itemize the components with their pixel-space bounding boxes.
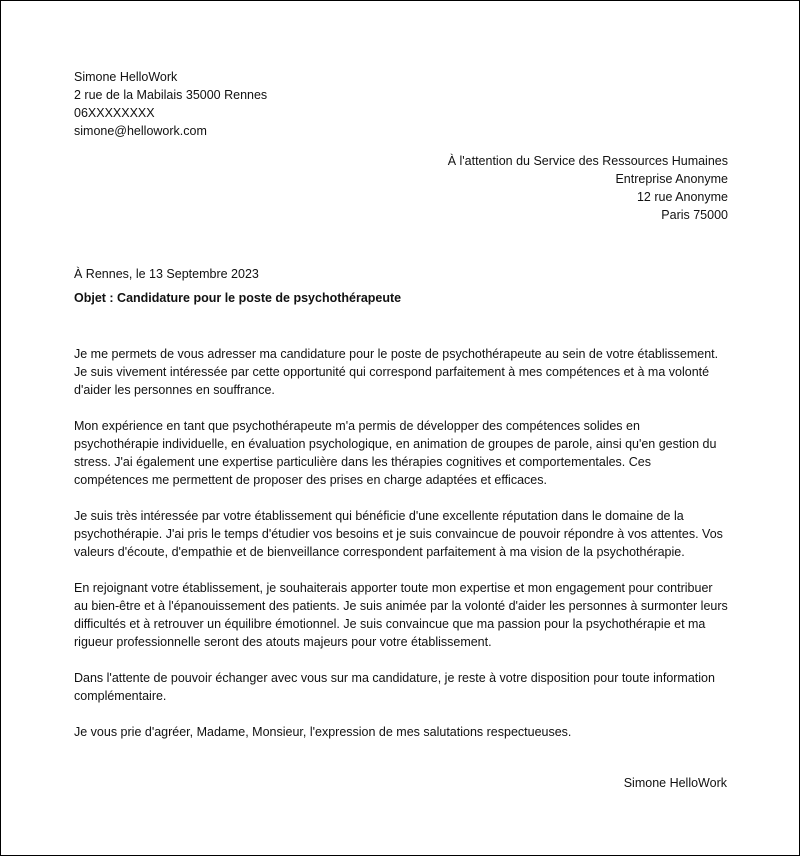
letter-body — [74, 345, 728, 741]
closing-formula: Je vous prie d'agréer, Madame, Monsieur, l'expression de mes salutations respectueuses. — [74, 725, 572, 739]
letter-content — [74, 68, 728, 741]
subject-line: Objet : Candidature pour le poste de psychothérapeute — [74, 291, 402, 305]
body-paragraph: Dans l'attente de pouvoir échanger avec vous sur ma candidature, je reste à votre disposition pour toute information complémentaire. — [74, 671, 715, 703]
signature: Simone HelloWork — [623, 776, 727, 790]
body-paragraph: Mon expérience en tant que psychothérapeute m'a permis de développer des compétences solides en psychothérapie individuelle, en évaluation psychologique, en animation de groupes de parole, ainsi qu'en gestion du stress. J'ai également une expertise particulière dans les thérapies cognitives et comportementales. Ces compétences me permettent de proposer des prises en charge adaptées et efficaces. — [74, 419, 717, 487]
sender-block — [74, 68, 728, 140]
date-line: À Rennes, le 13 Septembre 2023 — [74, 267, 259, 281]
recipient-street: 12 rue Anonyme — [636, 190, 728, 204]
sender-phone: 06XXXXXXXX — [74, 106, 155, 120]
recipient-attention: À l'attention du Service des Ressources Humaines — [447, 154, 728, 168]
sender-name: Simone HelloWork — [74, 70, 178, 84]
recipient-city: Paris 75000 — [661, 208, 728, 222]
body-paragraph: Je me permets de vous adresser ma candidature pour le poste de psychothérapeute au sein de votre établissement. Je suis vivement intéressée par cette opportunité qui correspond parfaitement à mes compétences et à ma volonté d'aider les personnes en souffrance. — [74, 347, 719, 397]
body-paragraph: Je suis très intéressée par votre établissement qui bénéficie d'une excellente réputation dans le domaine de la psychothérapie. J'ai pris le temps d'étudier vos besoins et je suis convaincue de pouvoir répondre à vos attentes. Vos valeurs d'écoute, d'empathie et de bienveillance correspondent parfaitement à ma vision de la psychothérapie. — [74, 509, 723, 559]
body-paragraph: En rejoignant votre établissement, je souhaiterais apporter toute mon expertise et mon engagement pour contribuer au bien-être et à l'épanouissement des patients. Je suis animée par la volonté d'aider les personnes à surmonter leurs difficultés et à retrouver un équilibre émotionnel. Je suis convaincue que ma passion pour la psychothérapie et ma rigueur professionnelle seront des atouts majeurs pour votre établissement. — [74, 581, 728, 649]
recipient-company: Entreprise Anonyme — [615, 172, 728, 186]
sender-address: 2 rue de la Mabilais 35000 Rennes — [74, 88, 268, 102]
sender-email: simone@hellowork.com — [74, 124, 207, 138]
recipient-block — [74, 152, 728, 224]
